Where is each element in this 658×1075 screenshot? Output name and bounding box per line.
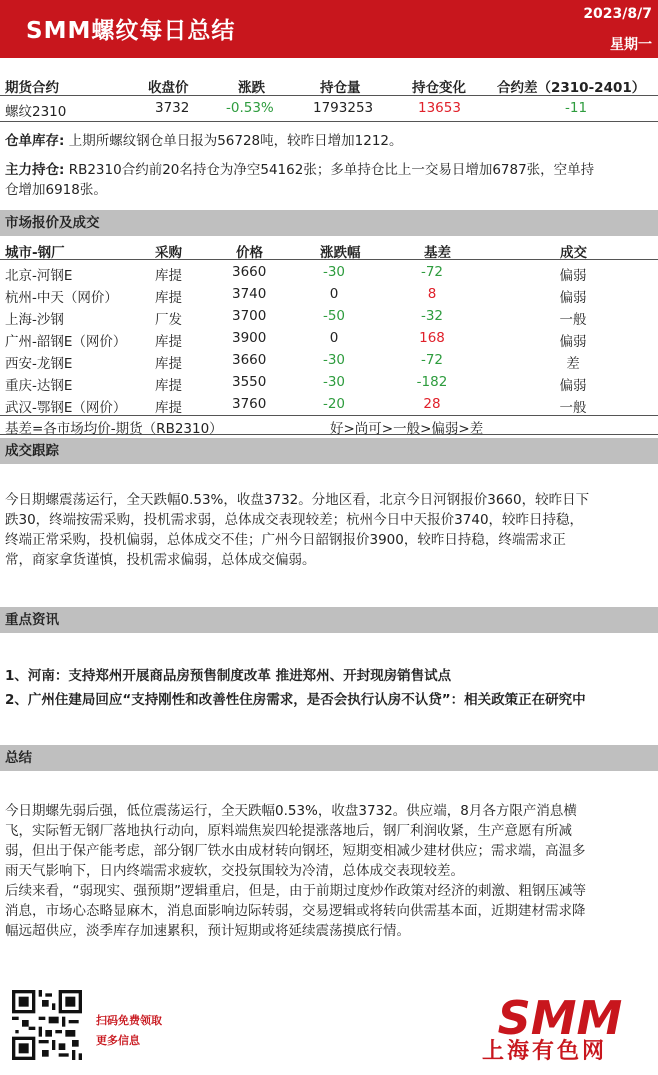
market-trade: 一般: [559, 312, 587, 328]
market-table-footer: [0, 415, 658, 435]
report-weekday: 星期一: [610, 37, 652, 53]
market-city: 上海-沙钢: [5, 312, 64, 328]
market-row: [0, 329, 658, 351]
market-trade: 偏弱: [559, 378, 587, 394]
report-date: 2023/8/7: [583, 6, 652, 22]
market-change: -30: [322, 374, 346, 390]
market-row: [0, 263, 658, 285]
market-change: -50: [322, 308, 346, 324]
position-line-1: RB2310合约前20名持仓为净空54162张；多单持仓比上一交易日增加6787张，空单持: [68, 162, 595, 178]
futures-spread: -11: [565, 100, 588, 116]
futures-close: 3732: [155, 100, 190, 116]
futures-col-change: 涨跌: [238, 80, 265, 96]
trading-line: 今日期螺震荡运行，全天跌幅0.53%，收盘3732。分地区看，北京今日河钢报价3660，较昨日下: [5, 492, 590, 508]
futures-table-row: [0, 98, 658, 122]
market-city: 重庆-达钢E: [5, 378, 73, 394]
market-trade: 偏弱: [559, 268, 587, 284]
market-basis: -72: [420, 352, 444, 368]
futures-contract: 螺纹2310: [5, 104, 67, 120]
futures-oi-change: 13653: [418, 100, 461, 116]
smm-logo-text: SMM: [497, 994, 623, 1045]
warehouse-label: 仓单库存:: [5, 133, 65, 149]
market-purchase: 库提: [155, 378, 182, 394]
qr-caption-2: 更多信息: [96, 1034, 140, 1047]
market-basis: 28: [423, 396, 441, 412]
summary-line: 弱，但出于保产能考虑，部分钢厂铁水由成材转向钢坯，短期变相减少建材供应；需求端，高温多: [5, 843, 586, 859]
futures-open-interest: 1793253: [313, 100, 374, 116]
market-purchase: 厂发: [155, 312, 182, 328]
market-col-purchase: 采购: [155, 245, 182, 261]
trading-section-bar: 成交跟踪: [0, 438, 658, 464]
report-title: SMM螺纹每日总结: [26, 18, 236, 44]
summary-paragraph: [5, 801, 653, 941]
summary-line: 飞，实际暂无钢厂落地执行动向，原料端焦炭四轮提涨落地后，钢厂利润收紧，生产意愿有所减: [5, 823, 572, 839]
warehouse-text: 上期所螺纹钢仓单日报为56728吨，较昨日增加1212。: [68, 133, 403, 149]
futures-col-spread: 合约差（2310-2401）: [497, 80, 646, 96]
market-basis: -32: [420, 308, 444, 324]
futures-col-contract: 期货合约: [5, 80, 59, 96]
market-city: 杭州-中天（网价）: [5, 290, 118, 306]
market-basis: -182: [416, 374, 448, 390]
futures-change: -0.53%: [226, 100, 274, 116]
market-basis: -72: [420, 264, 444, 280]
position-line-2: 仓增加6918张。: [5, 182, 107, 198]
market-change: 0: [329, 330, 339, 346]
market-change: -30: [322, 264, 346, 280]
market-purchase: 库提: [155, 334, 182, 350]
market-col-trade: 成交: [560, 245, 587, 261]
futures-col-open-interest: 持仓量: [320, 80, 361, 96]
position-paragraph: [5, 160, 653, 200]
market-trade: 偏弱: [559, 334, 587, 350]
futures-col-close: 收盘价: [148, 80, 189, 96]
market-trade: 偏弱: [559, 290, 587, 306]
market-row: [0, 285, 658, 307]
futures-col-oi-change: 持仓变化: [412, 80, 466, 96]
market-price: 3740: [232, 286, 267, 302]
qr-code-icon[interactable]: [12, 990, 82, 1060]
market-price: 3660: [232, 352, 267, 368]
market-trade: 一般: [559, 400, 587, 416]
market-col-change: 涨跌幅: [320, 245, 361, 261]
market-col-price: 价格: [236, 245, 263, 261]
market-city: 北京-河钢E: [5, 268, 73, 284]
market-change: -30: [322, 352, 346, 368]
summary-line: 后续来看，“弱现实、强预期”逻辑重启，但是，由于前期过度炒作政策对经济的刺激、粗钢压减等: [5, 883, 586, 899]
smm-logo-cn: 上海有色网: [482, 1039, 608, 1064]
market-row: [0, 351, 658, 373]
summary-line: 雨天气影响下，日内终端需求疲软，交投氛围较为冷清，总体成交表现较差。: [5, 863, 464, 879]
summary-line: 消息，市场心态略显麻木，消息面影响边际转弱，交易逻辑或将转向供需基本面，近期建材需求降: [5, 903, 586, 919]
market-row: [0, 395, 658, 417]
market-row: [0, 307, 658, 329]
market-purchase: 库提: [155, 400, 182, 416]
market-change: 0: [329, 286, 339, 302]
market-table-header: [0, 240, 658, 260]
market-row: [0, 373, 658, 395]
trading-line: 常，商家拿货谨慎，投机需求偏弱，总体成交偏弱。: [5, 552, 316, 568]
trading-line: 终端正常采购，投机偏弱，总体成交不佳；广州今日韶钢报价3900，较昨日持稳，终端需求正: [5, 532, 566, 548]
news-item: 1、河南：支持郑州开展商品房预售制度改革 推进郑州、开封现房销售试点: [5, 668, 452, 684]
market-trade: 差: [566, 356, 580, 372]
trade-legend: 好>尚可>一般>偏弱>差: [330, 421, 484, 437]
market-purchase: 库提: [155, 290, 182, 306]
market-price: 3550: [232, 374, 267, 390]
position-label: 主力持仓:: [5, 162, 65, 178]
market-purchase: 库提: [155, 268, 182, 284]
market-change: -20: [322, 396, 346, 412]
market-price: 3660: [232, 264, 267, 280]
market-city: 武汉-鄂钢E（网价）: [5, 400, 127, 416]
warehouse-paragraph: [5, 131, 653, 151]
market-price: 3700: [232, 308, 267, 324]
news-section-bar: 重点资讯: [0, 607, 658, 633]
summary-line: 幅远超供应，淡季库存加速累积，预计短期或将延续震荡摸底行情。: [5, 923, 410, 939]
market-basis: 8: [427, 286, 437, 302]
summary-line: 今日期螺先弱后强，低位震荡运行，全天跌幅0.53%，收盘3732。供应端，8月各方限产消息横: [5, 803, 577, 819]
qr-caption-1: 扫码免费领取: [96, 1014, 162, 1027]
market-city: 西安-龙钢E: [5, 356, 73, 372]
header-banner: [0, 0, 658, 58]
market-col-city: 城市-钢厂: [5, 245, 65, 261]
futures-table-header: [0, 74, 658, 96]
market-price: 3900: [232, 330, 267, 346]
trading-line: 跌30，终端按需采购，投机需求弱，总体成交表现较差；杭州今日中天报价3740，较昨日持稳，: [5, 512, 584, 528]
news-item: 2、广州住建局回应“支持刚性和改善性住房需求，是否会执行认房不认贷”：相关政策正在研究中: [5, 692, 586, 708]
market-section-bar: 市场报价及成交: [0, 210, 658, 236]
market-col-basis: 基差: [424, 245, 451, 261]
market-basis: 168: [419, 330, 445, 346]
market-price: 3760: [232, 396, 267, 412]
market-city: 广州-韶钢E（网价）: [5, 334, 127, 350]
summary-section-bar: 总结: [0, 745, 658, 771]
basis-footnote: 基差=各市场均价-期货（RB2310）: [5, 421, 223, 437]
market-purchase: 库提: [155, 356, 182, 372]
trading-paragraph: [5, 490, 653, 570]
